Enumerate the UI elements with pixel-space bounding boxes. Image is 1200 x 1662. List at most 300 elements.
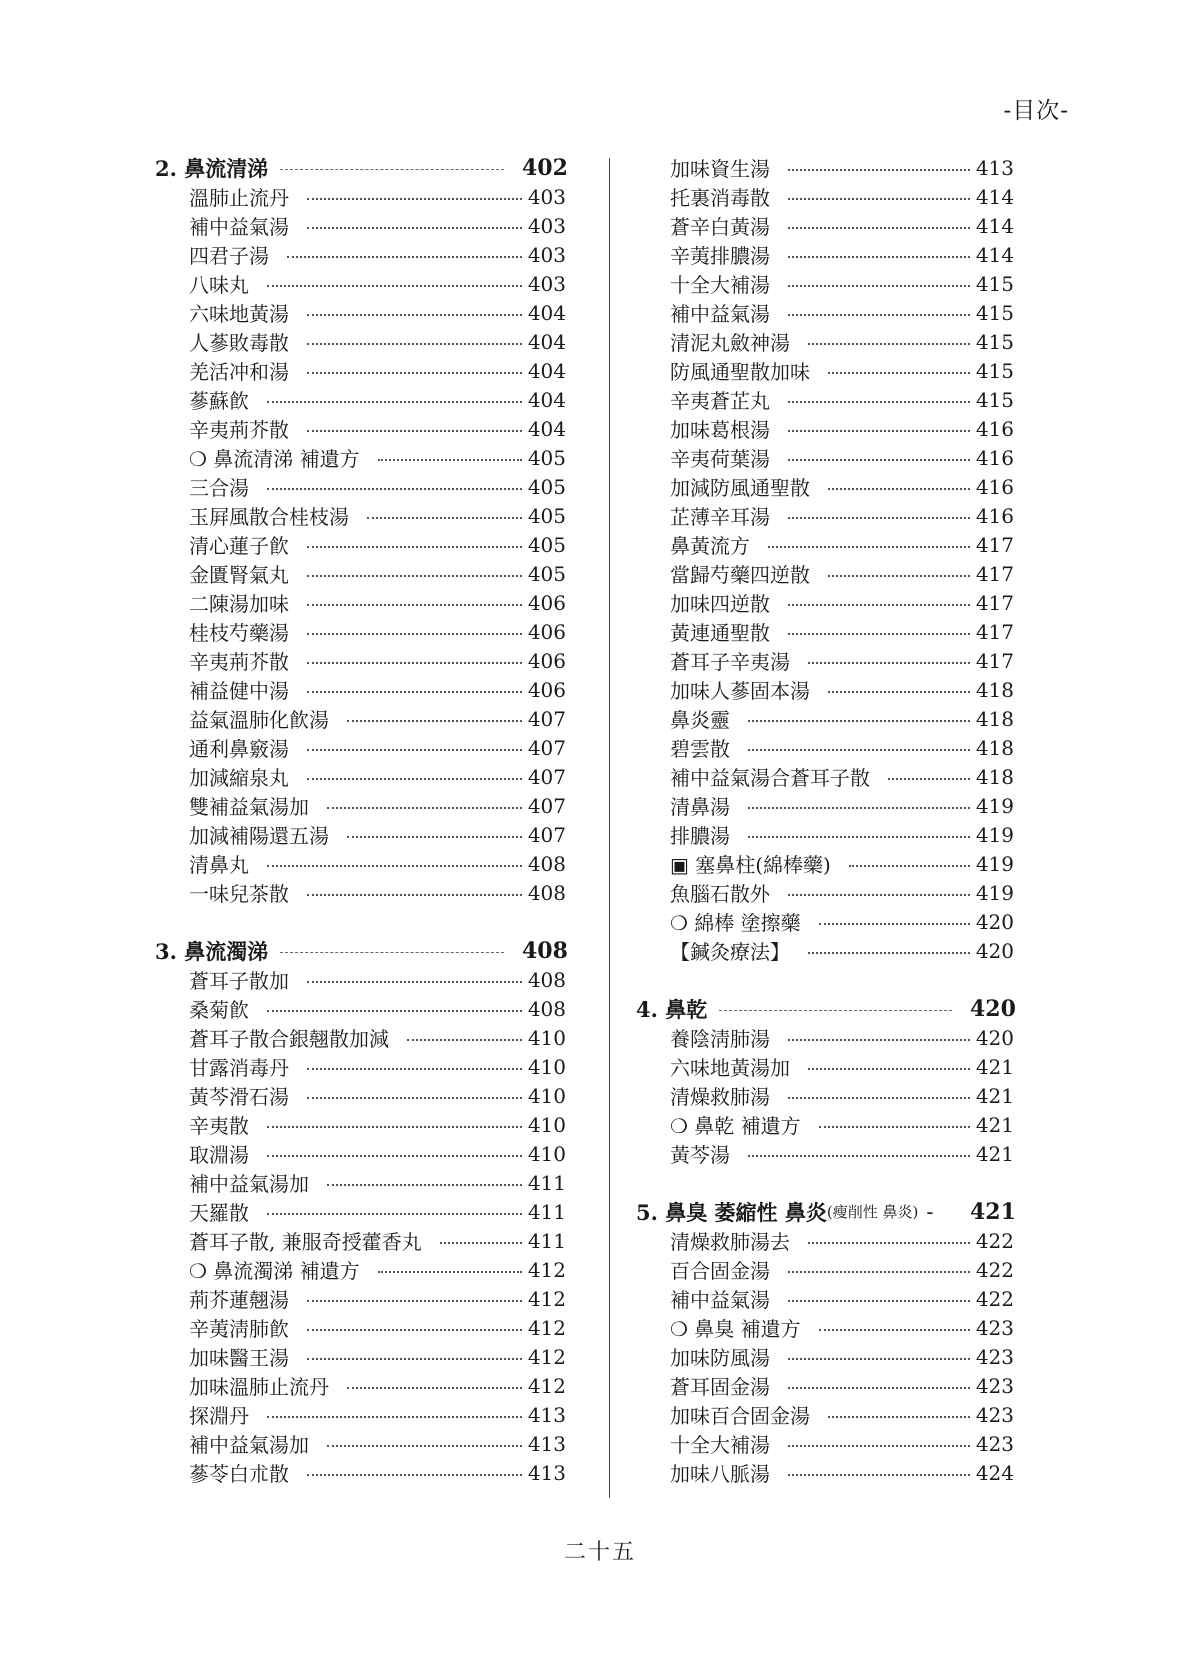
- toc-section-title: 4. 鼻乾: [636, 996, 708, 1022]
- toc-leader-dots: [307, 662, 522, 664]
- toc-page-number: 408: [527, 967, 566, 992]
- toc-entry-row[interactable]: [636, 1139, 1014, 1168]
- toc-entry-row[interactable]: [155, 646, 566, 675]
- toc-entry-row[interactable]: [155, 1371, 566, 1400]
- toc-entry-row[interactable]: [155, 704, 566, 733]
- toc-leader-dots: [748, 1155, 970, 1157]
- toc-leader-dots: [307, 546, 522, 548]
- toc-page-number: 405: [527, 503, 566, 528]
- toc-entry-row[interactable]: [155, 675, 566, 704]
- toc-leader-dots: [307, 749, 522, 751]
- toc-leader-dots: [828, 372, 970, 374]
- toc-entry-row[interactable]: [636, 936, 1014, 965]
- toc-leader-dots: [267, 1126, 522, 1128]
- toc-page-number: 417: [975, 619, 1014, 644]
- toc-entry-label: 辛荑淸肺飮: [189, 1317, 289, 1341]
- toc-page-number: 411: [527, 1199, 566, 1224]
- toc-leader-dots: [267, 401, 522, 403]
- toc-entry-row[interactable]: [155, 443, 566, 472]
- toc-page-number: 420: [970, 995, 1016, 1022]
- toc-entry-row[interactable]: [155, 1168, 566, 1197]
- toc-entry-label: 二陳湯加味: [189, 592, 289, 616]
- toc-leader-dots: [788, 1271, 970, 1273]
- toc-entry-row[interactable]: [155, 994, 566, 1023]
- toc-entry-row[interactable]: [155, 878, 566, 907]
- toc-entry-row[interactable]: [636, 1255, 1014, 1284]
- toc-leader-dots: [788, 1445, 970, 1447]
- toc-entry-row[interactable]: [636, 820, 1014, 849]
- toc-page-number: 404: [527, 387, 566, 412]
- toc-entry-label: 蔘苓白朮散: [189, 1462, 289, 1486]
- toc-entry-label: 辛夷荷葉湯: [670, 447, 770, 471]
- toc-leader-dots: [307, 1097, 522, 1099]
- page-number: 二十五: [563, 1540, 636, 1565]
- toc-section-title: 3. 鼻流濁涕: [155, 938, 269, 964]
- toc-entry-label: 探淵丹: [189, 1404, 249, 1428]
- toc-page-number: 423: [975, 1344, 1014, 1369]
- toc-page-number: 413: [527, 1460, 566, 1485]
- toc-page-number: 403: [527, 213, 566, 238]
- toc-entry-row[interactable]: [636, 791, 1014, 820]
- toc-leader-dots: [828, 1416, 970, 1418]
- toc-entry-label: 養陰淸肺湯: [670, 1027, 770, 1051]
- toc-entry-row[interactable]: [155, 1284, 566, 1313]
- toc-entry-row[interactable]: [636, 588, 1014, 617]
- toc-left-column: [155, 153, 566, 1487]
- toc-entry-row[interactable]: [636, 1081, 1014, 1110]
- toc-entry-row[interactable]: [155, 965, 566, 994]
- toc-entry-label: 蒼耳子散, 兼服奇授藿香丸: [189, 1230, 422, 1254]
- toc-entry-row[interactable]: [155, 559, 566, 588]
- toc-entry-row[interactable]: [155, 791, 566, 820]
- toc-page-number: 421: [975, 1054, 1014, 1079]
- toc-page-number: 412: [527, 1286, 566, 1311]
- toc-entry-row[interactable]: [636, 269, 1014, 298]
- toc-page-number: 414: [975, 184, 1014, 209]
- toc-entry-label: 芷薄辛耳湯: [670, 505, 770, 529]
- toc-entry-label: 百合固金湯: [670, 1259, 770, 1283]
- toc-leader-dots: [307, 778, 522, 780]
- toc-entry-row[interactable]: [155, 1052, 566, 1081]
- toc-entry-label: ❍ 鼻乾 補遺方: [670, 1114, 801, 1138]
- toc-section-title: 2. 鼻流清涕: [155, 155, 269, 181]
- toc-entry-row[interactable]: [636, 530, 1014, 559]
- toc-entry-label: 桑菊飮: [189, 998, 249, 1022]
- toc-entry-row[interactable]: [636, 1052, 1014, 1081]
- toc-entry-row[interactable]: [155, 530, 566, 559]
- toc-page-number: 414: [975, 213, 1014, 238]
- toc-leader-dots: [267, 865, 522, 867]
- toc-page-number: 412: [527, 1344, 566, 1369]
- toc-entry-row[interactable]: [636, 1429, 1014, 1458]
- toc-section-title: 5. 鼻臭 萎縮性 鼻炎: [636, 1199, 827, 1225]
- toc-entry-label: 蒼耳子辛夷湯: [670, 650, 790, 674]
- toc-entry-row[interactable]: [155, 298, 566, 327]
- toc-entry-row[interactable]: [636, 849, 1014, 878]
- toc-page-number: 421: [975, 1141, 1014, 1166]
- toc-entry-row[interactable]: [636, 878, 1014, 907]
- toc-entry-row[interactable]: [155, 1400, 566, 1429]
- toc-page-number: 404: [527, 329, 566, 354]
- toc-leader-dots: [819, 923, 970, 925]
- toc-leader-dots: [788, 401, 970, 403]
- toc-entry-label: 辛夷荊芥散: [189, 418, 289, 442]
- toc-page-number: 416: [975, 474, 1014, 499]
- toc-entry-row[interactable]: [636, 1284, 1014, 1313]
- toc-entry-label: 辛夷散: [189, 1114, 249, 1138]
- toc-entry-row[interactable]: [636, 472, 1014, 501]
- toc-page-number: 411: [527, 1228, 566, 1253]
- toc-entry-row[interactable]: [155, 501, 566, 530]
- toc-page-number: 413: [975, 155, 1014, 180]
- toc-entry-label: 黃芩滑石湯: [189, 1085, 289, 1109]
- toc-leader-dots: [307, 314, 522, 316]
- toc-entry-label: 碧雲散: [670, 737, 730, 761]
- toc-entry-row[interactable]: [636, 443, 1014, 472]
- toc-entry-label: 加味人蔘固本湯: [670, 679, 810, 703]
- toc-entry-label: 補中益氣湯加: [189, 1433, 309, 1457]
- toc-leader-dots: [307, 1300, 522, 1302]
- toc-entry-row[interactable]: [155, 356, 566, 385]
- toc-leader-dots: [748, 720, 970, 722]
- toc-page-number: 412: [527, 1373, 566, 1398]
- toc-entry-row[interactable]: [155, 762, 566, 791]
- toc-leader-dots: [347, 720, 522, 722]
- toc-leader-dots: [267, 1416, 522, 1418]
- toc-page-number: 415: [975, 358, 1014, 383]
- toc-page-number: 420: [975, 938, 1014, 963]
- toc-leader-dots: [788, 1039, 970, 1041]
- toc-leader-dots: [808, 343, 970, 345]
- toc-leader-dots: [378, 1271, 522, 1273]
- toc-leader-dots: [280, 952, 504, 953]
- toc-page-number: 410: [527, 1141, 566, 1166]
- toc-entry-label: 加味百合固金湯: [670, 1404, 810, 1428]
- toc-leader-dots: [267, 1155, 522, 1157]
- toc-entry-row[interactable]: [636, 414, 1014, 443]
- toc-page-number: 418: [975, 735, 1014, 760]
- toc-entry-label: 加味醫王湯: [189, 1346, 289, 1370]
- toc-entry-label: ❍ 綿棒 塗擦藥: [670, 911, 801, 935]
- toc-entry-label: 排膿湯: [670, 824, 730, 848]
- toc-entry-label: 清燥救肺湯去: [670, 1230, 790, 1254]
- toc-entry-label: 補中益氣湯加: [189, 1172, 309, 1196]
- toc-entry-row[interactable]: [636, 298, 1014, 327]
- toc-entry-row[interactable]: [155, 1110, 566, 1139]
- toc-entry-row[interactable]: [155, 849, 566, 878]
- toc-entry-row[interactable]: [636, 356, 1014, 385]
- toc-entry-row[interactable]: [155, 1429, 566, 1458]
- toc-leader-dots: [819, 1329, 970, 1331]
- toc-leader-dots: [327, 807, 522, 809]
- toc-page-number: 411: [527, 1170, 566, 1195]
- toc-page-number: 413: [527, 1431, 566, 1456]
- toc-right-column: [636, 153, 1014, 1487]
- column-divider: [609, 158, 610, 1498]
- toc-page-number: 422: [975, 1286, 1014, 1311]
- toc-entry-label: 金匱腎氣丸: [189, 563, 289, 587]
- toc-entry-label: 溫肺止流丹: [189, 186, 289, 210]
- toc-page-number: 405: [527, 532, 566, 557]
- toc-leader-dots: [378, 459, 522, 461]
- toc-entry-row[interactable]: [636, 211, 1014, 240]
- toc-entry-label: 清鼻湯: [670, 795, 730, 819]
- toc-entry-row[interactable]: [155, 1139, 566, 1168]
- toc-page-number: 404: [527, 416, 566, 441]
- toc-entry-row[interactable]: [636, 1313, 1014, 1342]
- toc-leader-dots: [808, 952, 970, 954]
- toc-page-number: 416: [975, 416, 1014, 441]
- toc-leader-dots: [788, 894, 970, 896]
- toc-entry-row[interactable]: [636, 762, 1014, 791]
- toc-page-number: 417: [975, 590, 1014, 615]
- toc-page-number: 418: [975, 706, 1014, 731]
- toc-entry-row[interactable]: [155, 1255, 566, 1284]
- toc-page-number: 417: [975, 561, 1014, 586]
- toc-entry-row[interactable]: [155, 1458, 566, 1487]
- toc-entry-row[interactable]: [636, 617, 1014, 646]
- toc-entry-row[interactable]: [636, 704, 1014, 733]
- toc-entry-label: 托裏消毒散: [670, 186, 770, 210]
- toc-page-number: 406: [527, 648, 566, 673]
- toc-entry-row[interactable]: [155, 617, 566, 646]
- toc-page-number: 419: [975, 822, 1014, 847]
- toc-leader-dash: -: [926, 1199, 934, 1224]
- toc-entry-row[interactable]: [155, 820, 566, 849]
- toc-section-row[interactable]: [155, 936, 566, 965]
- toc-leader-dots: [788, 1300, 970, 1302]
- toc-page-number: 412: [527, 1257, 566, 1282]
- toc-entry-row[interactable]: [636, 733, 1014, 762]
- toc-entry-label: 補中益氣湯: [670, 1288, 770, 1312]
- toc-page-number: 418: [975, 677, 1014, 702]
- toc-entry-label: 加味葛根湯: [670, 418, 770, 442]
- toc-leader-dots: [788, 198, 970, 200]
- toc-leader-dots: [307, 604, 522, 606]
- toc-leader-dots: [788, 169, 970, 171]
- toc-page-number: 406: [527, 677, 566, 702]
- toc-entry-row[interactable]: [155, 414, 566, 443]
- toc-entry-row[interactable]: [155, 211, 566, 240]
- toc-entry-label: 補中益氣湯合蒼耳子散: [670, 766, 870, 790]
- toc-leader-dots: [407, 1039, 522, 1041]
- toc-leader-dots: [788, 1387, 970, 1389]
- toc-entry-row[interactable]: [636, 907, 1014, 936]
- toc-section-row[interactable]: [636, 994, 1014, 1023]
- toc-page-number: 403: [527, 184, 566, 209]
- toc-entry-row[interactable]: [155, 1342, 566, 1371]
- toc-entry-label: 清泥丸斂神湯: [670, 331, 790, 355]
- toc-entry-label: 四君子湯: [189, 244, 269, 268]
- toc-entry-row[interactable]: [636, 675, 1014, 704]
- toc-entry-row[interactable]: [636, 182, 1014, 211]
- toc-page-number: 407: [527, 735, 566, 760]
- toc-leader-dots: [788, 604, 970, 606]
- toc-page-number: 418: [975, 764, 1014, 789]
- toc-page-number: 407: [527, 706, 566, 731]
- toc-leader-dots: [327, 1445, 522, 1447]
- toc-entry-row[interactable]: [155, 588, 566, 617]
- toc-entry-row[interactable]: [155, 1313, 566, 1342]
- toc-page-number: 416: [975, 503, 1014, 528]
- toc-entry-label: 辛夷荊芥散: [189, 650, 289, 674]
- toc-entry-label: 八味丸: [189, 273, 249, 297]
- toc-entry-label: 蒼耳固金湯: [670, 1375, 770, 1399]
- toc-section-row[interactable]: [636, 1197, 1014, 1226]
- toc-entry-row[interactable]: [155, 327, 566, 356]
- toc-section-subtitle: (瘦削性 鼻炎): [826, 1203, 919, 1221]
- toc-entry-row[interactable]: [155, 385, 566, 414]
- section-gap: [636, 1168, 1014, 1197]
- toc-entry-label: 黃連通聖散: [670, 621, 770, 645]
- toc-entry-row[interactable]: [155, 182, 566, 211]
- toc-page-number: 423: [975, 1431, 1014, 1456]
- toc-entry-row[interactable]: [155, 1226, 566, 1255]
- toc-leader-dots: [788, 459, 970, 461]
- toc-leader-dots: [788, 285, 970, 287]
- toc-entry-label: 人蔘敗毒散: [189, 331, 289, 355]
- toc-page-number: 415: [975, 300, 1014, 325]
- toc-entry-label: 鼻黃流方: [670, 534, 750, 558]
- toc-entry-row[interactable]: [636, 153, 1014, 182]
- toc-entry-label: 辛夷蒼芷丸: [670, 389, 770, 413]
- toc-entry-row[interactable]: [155, 472, 566, 501]
- toc-leader-dots: [748, 749, 970, 751]
- toc-entry-row[interactable]: [636, 1342, 1014, 1371]
- toc-leader-dots: [307, 1329, 522, 1331]
- toc-leader-dots: [307, 198, 522, 200]
- toc-leader-dots: [307, 1358, 522, 1360]
- toc-leader-dots: [788, 1358, 970, 1360]
- toc-page-number: 421: [975, 1083, 1014, 1108]
- toc-leader-dots: [280, 169, 504, 170]
- toc-page-number: 404: [527, 300, 566, 325]
- toc-leader-dots: [788, 1097, 970, 1099]
- toc-entry-row[interactable]: [155, 1197, 566, 1226]
- toc-leader-dots: [267, 1010, 522, 1012]
- toc-entry-label: 益氣溫肺化飮湯: [189, 708, 329, 732]
- toc-page-number: 423: [975, 1315, 1014, 1340]
- toc-entry-row[interactable]: [636, 501, 1014, 530]
- toc-leader-dots: [347, 836, 522, 838]
- toc-leader-dots: [367, 517, 522, 519]
- toc-entry-label: 魚腦石散外: [670, 882, 770, 906]
- toc-entry-label: 羌活冲和湯: [189, 360, 289, 384]
- toc-entry-row[interactable]: [636, 385, 1014, 414]
- toc-entry-row[interactable]: [636, 1110, 1014, 1139]
- toc-leader-dots: [828, 488, 970, 490]
- toc-entry-label: 加減補陽還五湯: [189, 824, 329, 848]
- toc-entry-row[interactable]: [636, 1400, 1014, 1429]
- toc-page-number: 423: [975, 1402, 1014, 1427]
- toc-leader-dots: [748, 836, 970, 838]
- toc-entry-label: 雙補益氣湯加: [189, 795, 309, 819]
- toc-page-number: 408: [527, 851, 566, 876]
- toc-entry-row[interactable]: [636, 559, 1014, 588]
- toc-entry-row[interactable]: [155, 240, 566, 269]
- toc-entry-row[interactable]: [636, 1226, 1014, 1255]
- toc-entry-label: 六味地黃湯加: [670, 1056, 790, 1080]
- toc-leader-dots: [327, 1184, 522, 1186]
- toc-page-number: 410: [527, 1054, 566, 1079]
- toc-page-number: 422: [975, 1228, 1014, 1253]
- toc-entry-label: ❍ 鼻臭 補遺方: [670, 1317, 801, 1341]
- toc-page-number: 419: [975, 880, 1014, 905]
- toc-page-number: 405: [527, 445, 566, 470]
- toc-page-number: 407: [527, 793, 566, 818]
- toc-entry-label: 補益健中湯: [189, 679, 289, 703]
- section-gap: [155, 907, 566, 936]
- toc-leader-dots: [307, 1068, 522, 1070]
- toc-entry-label: 取淵湯: [189, 1143, 249, 1167]
- toc-entry-label: 鼻炎靈: [670, 708, 730, 732]
- toc-entry-row[interactable]: [155, 1081, 566, 1110]
- toc-entry-row[interactable]: [636, 1371, 1014, 1400]
- toc-entry-label: ❍ 鼻流清涕 補遺方: [189, 447, 360, 471]
- toc-entry-label: 天羅散: [189, 1201, 249, 1225]
- toc-section-row[interactable]: [155, 153, 566, 182]
- toc-leader-dots: [849, 865, 970, 867]
- toc-entry-row[interactable]: [155, 269, 566, 298]
- toc-leader-dots: [307, 343, 522, 345]
- toc-entry-label: 辛荑排膿湯: [670, 244, 770, 268]
- toc-leader-dots: [307, 372, 522, 374]
- toc-leader-dots: [719, 1010, 952, 1011]
- running-header-title: -目次-: [1003, 98, 1069, 124]
- toc-leader-dots: [768, 546, 970, 548]
- toc-page-number: 407: [527, 764, 566, 789]
- toc-page-number: 420: [975, 1025, 1014, 1050]
- toc-entry-label: 清心蓮子飮: [189, 534, 289, 558]
- toc-entry-label: 【鍼灸療法】: [670, 940, 790, 964]
- toc-page-number: 406: [527, 590, 566, 615]
- toc-leader-dots: [888, 778, 970, 780]
- toc-page-number: 415: [975, 271, 1014, 296]
- toc-entry-row[interactable]: [155, 733, 566, 762]
- toc-entry-row[interactable]: [636, 646, 1014, 675]
- toc-entry-row[interactable]: [636, 327, 1014, 356]
- toc-page-number: 423: [975, 1373, 1014, 1398]
- toc-entry-row[interactable]: [155, 1023, 566, 1052]
- toc-entry-label: 蒼耳子散合銀翹散加減: [189, 1027, 389, 1051]
- toc-entry-row[interactable]: [636, 240, 1014, 269]
- toc-page-number: 421: [970, 1198, 1016, 1225]
- toc-leader-dots: [788, 633, 970, 635]
- toc-page-number: 416: [975, 445, 1014, 470]
- toc-page-number: 419: [975, 793, 1014, 818]
- toc-leader-dots: [267, 488, 522, 490]
- toc-entry-label: 加味防風湯: [670, 1346, 770, 1370]
- toc-page-number: 414: [975, 242, 1014, 267]
- toc-leader-dots: [788, 227, 970, 229]
- toc-page-number: 408: [522, 937, 568, 964]
- toc-leader-dots: [788, 256, 970, 258]
- toc-entry-row[interactable]: [636, 1458, 1014, 1487]
- toc-page-number: 405: [527, 474, 566, 499]
- toc-leader-dots: [307, 981, 522, 983]
- toc-entry-row[interactable]: [636, 1023, 1014, 1052]
- toc-page-number: 417: [975, 532, 1014, 557]
- toc-leader-dots: [267, 285, 522, 287]
- toc-entry-label: 荊芥蓮翹湯: [189, 1288, 289, 1312]
- toc-leader-dots: [828, 575, 970, 577]
- section-gap: [636, 965, 1014, 994]
- toc-page-number: 415: [975, 329, 1014, 354]
- toc-leader-dots: [828, 691, 970, 693]
- toc-page-number: 424: [975, 1460, 1014, 1485]
- toc-entry-label: 加味四逆散: [670, 592, 770, 616]
- toc-entry-label: ❍ 鼻流濁涕 補遺方: [189, 1259, 360, 1283]
